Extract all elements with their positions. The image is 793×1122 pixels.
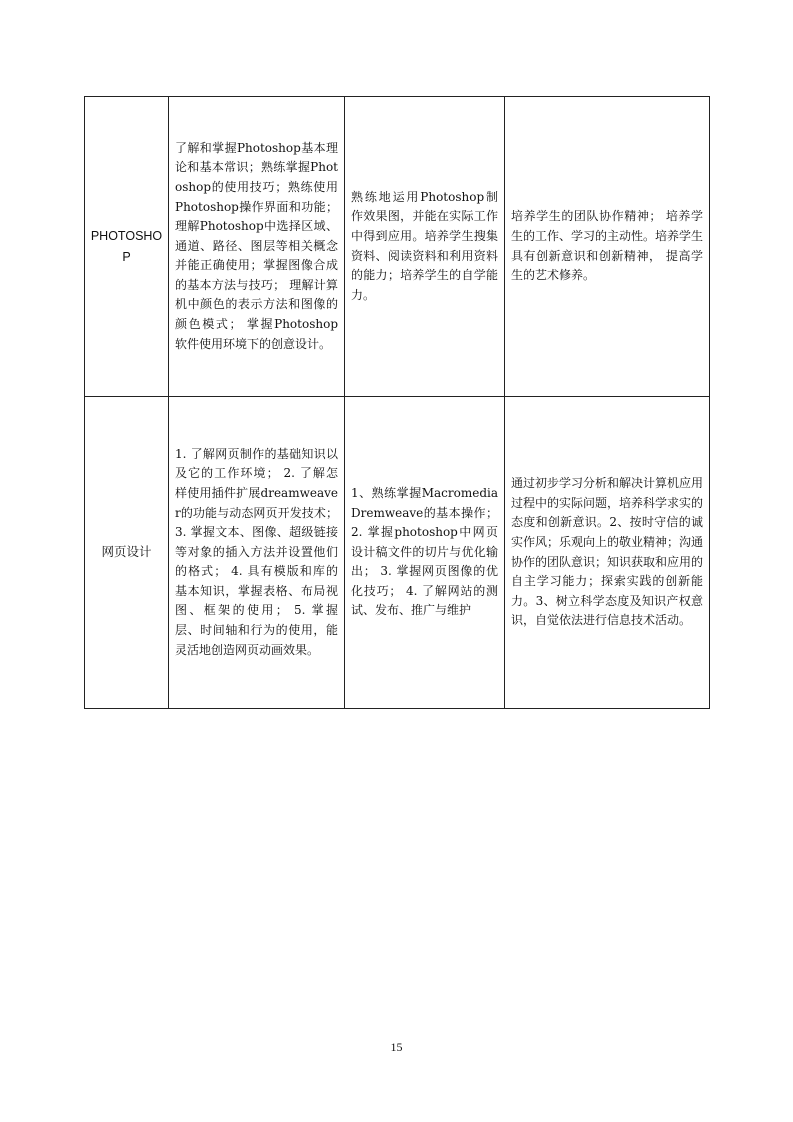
table-row bbox=[85, 97, 710, 397]
ability-cell: 熟练地运用Photoshop制作效果图，并能在实际工作中得到应用。培养学生搜集资料、阅读资料和利用资料的能力；培养学生的自学能力。 bbox=[345, 97, 505, 397]
quality-cell: 通过初步学习分析和解决计算机应用过程中的实际问题，培养科学求实的态度和创新意识。2、按时守信的诚实作风；乐观向上的敬业精神；沟通协作的团队意识；知识获取和应用的自主学习能力；探索实践的创新能力。3、树立科学态度及知识产权意识，自觉依法进行信息技术活动。 bbox=[505, 397, 710, 709]
quality-cell: 培养学生的团队协作精神； 培养学生的工作、学习的主动性。培养学生具有创新意识和创新精神， 提高学生的艺术修养。 bbox=[505, 97, 710, 397]
table-row bbox=[85, 397, 710, 709]
course-table bbox=[84, 96, 710, 709]
ability-cell: 1、熟练掌握Macromedia Dremweave的基本操作； 2. 掌握photoshop中网页设计稿文件的切片与优化输出； 3. 掌握网页图像的优化技巧； 4. 了解网站的测试、发布、推广与维护 bbox=[345, 397, 505, 709]
content-cell: 1. 了解网页制作的基础知识以及它的工作环境； 2. 了解怎样使用插件扩展dreamweaver的功能与动态网页开发技术； 3. 掌握文本、图像、超级链接等对象的插入方法并设置他们的格式； 4. 具有模版和库的基本知识，掌握表格、布局视图、框架的使用； 5. 掌握层、时间轴和行为的使用，能灵活地创造网页动画效果。 bbox=[169, 397, 345, 709]
page-number: 15 bbox=[390, 1040, 403, 1054]
course-name: PHOTOSHOP bbox=[90, 228, 163, 264]
course-name-cell bbox=[85, 97, 169, 397]
course-name-cell bbox=[85, 397, 169, 709]
content-cell: 了解和掌握Photoshop基本理论和基本常识；熟练掌握Photoshop的使用技巧；熟练使用Photoshop操作界面和功能；理解Photoshop中选择区域、通道、路径、图层等相关概念并能正确使用；掌握图像合成的基本方法与技巧； 理解计算机中颜色的表示方法和图像的颜色模式； 掌握Photoshop软件使用环境下的创意设计。 bbox=[169, 97, 345, 397]
course-name: 网页设计 bbox=[101, 545, 152, 560]
